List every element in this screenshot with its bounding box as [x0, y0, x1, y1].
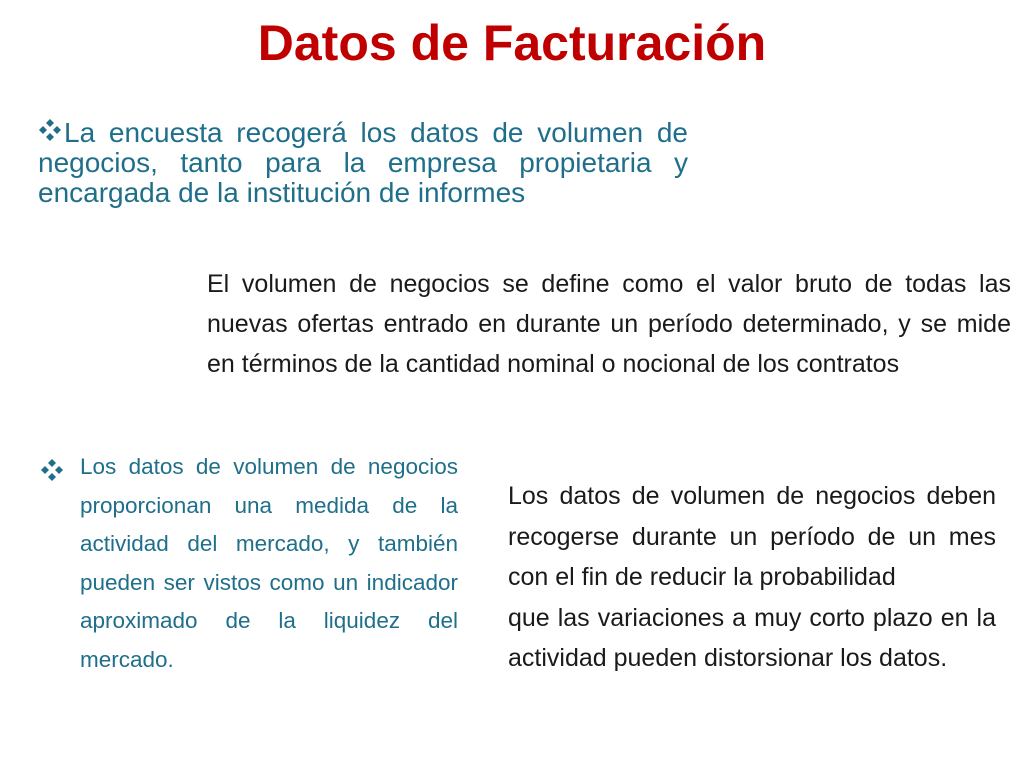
- main-bullet: [38, 118, 688, 208]
- slide-title: Datos de Facturación: [257, 15, 767, 71]
- left-bullet-text: Los datos de volumen de negocios proporcionan una medida de la actividad del mercado, y también pueden ser vistos como un indicador aproximado de la liquidez del mercado.: [80, 454, 458, 672]
- four-diamond-bullet-icon: [40, 456, 64, 480]
- definition-paragraph: El volumen de negocios se define como el valor bruto de todas las nuevas ofertas entrado en durante un período determinado, y se mide en términos de la cantidad nominal o nocional de los contratos: [207, 270, 1011, 378]
- right-paragraph-1: Los datos de volumen de negocios deben recogerse durante un período de un mes con el fin de reducir la probabilidad: [508, 482, 996, 591]
- right-paragraph-2: que las variaciones a muy corto plazo en la actividad pueden distorsionar los datos.: [508, 603, 996, 672]
- four-diamond-bullet-icon: [38, 118, 62, 142]
- main-bullet-text: La encuesta recogerá los datos de volumen de negocios, tanto para la empresa propietaria y encargada de la institución de informes: [38, 117, 688, 208]
- right-text-block: [508, 476, 996, 679]
- left-bullet: [40, 448, 458, 679]
